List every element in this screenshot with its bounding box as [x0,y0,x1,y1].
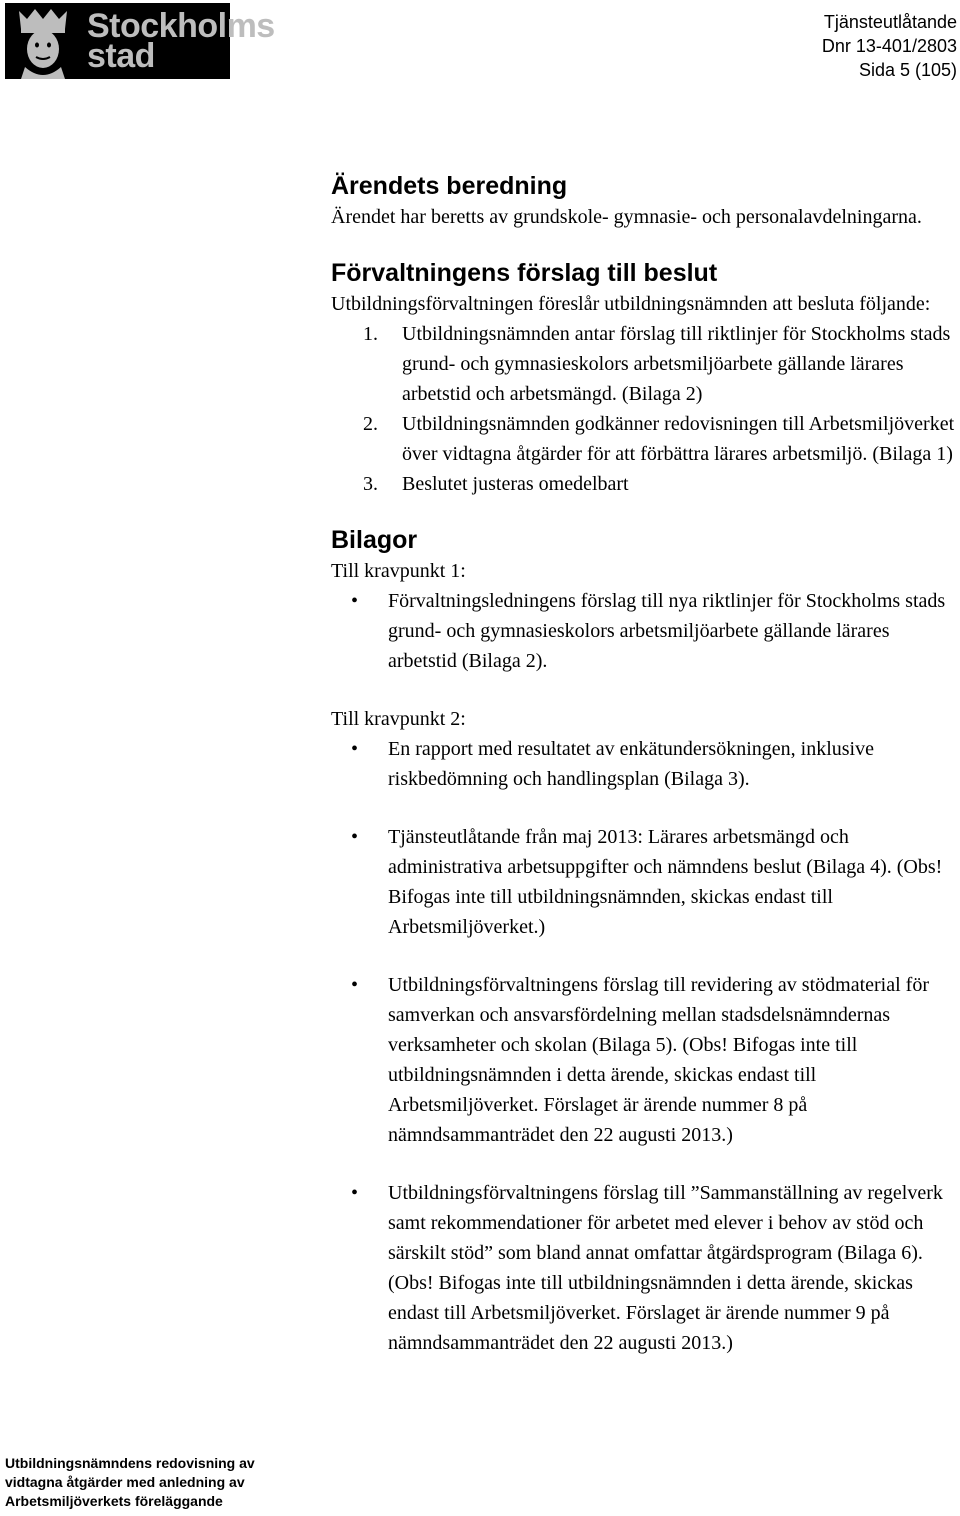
decision-item [331,469,959,499]
bullet-list [331,586,959,676]
section-heading: Bilagor [331,526,418,554]
section-heading: Ärendets beredning [331,172,568,200]
decision-list [331,319,959,499]
list-item [331,586,959,676]
item-number: 3. [363,473,378,495]
item-number: 1. [363,323,378,345]
margin-note: Utbildningsnämndens redovisning av vidtagna åtgärder med anledning av Arbetsmiljöverkets föreläggande [5,1455,255,1509]
list-item [331,822,959,942]
item-text: Beslutet justeras omedelbart [402,473,629,495]
item-text: Utbildningsnämnden godkänner redovisningen till Arbetsmiljöverket över vidtagna åtgärder för att förbättra lärares arbetsmiljö. (Bilaga 1) [402,413,955,465]
section-forslag [331,257,959,499]
diary-number: Dnr 13-401/2803 [821,36,957,56]
bullet-icon: • [351,974,359,996]
document-header [822,10,957,82]
list-item [331,734,959,794]
logo-wordmark: Stockholms stad [87,7,275,75]
item-text: Tjänsteutlåtande från maj 2013: Lärares arbetsmängd och administrativa arbetsuppgifter och nämndens beslut (Bilaga 4). (Obs! Bifogas inte till utbildningsnämnden, skickas endast till Arbetsmiljöverket.) [388,826,943,938]
bullet-icon: • [351,826,359,848]
paragraph: Utbildningsförvaltningen föreslår utbildningsnämnden att besluta följande: [331,293,931,315]
decision-item [331,319,959,409]
bullet-icon: • [351,590,359,612]
item-text: Utbildningsförvaltningens förslag till ”Sammanställning av regelverk samt rekommendationer för arbetet med elever i behov av stöd och särskilt stöd” som bland annat omfattar åtgärdsprogram (Bilaga 6). (Obs! Bifogas inte till utbildningsnämnden i detta ärende, skickas endast till Arbetsmiljöverket. Förslaget är ärende nummer 9 på nämndsammanträdet den 22 augusti 2013.) [388,1182,943,1354]
subheading: Till kravpunkt 1: [331,560,466,582]
item-number: 2. [363,413,378,435]
subheading: Till kravpunkt 2: [331,708,466,730]
item-text: Utbildningsnämnden antar förslag till riktlinjer för Stockholms stads grund- och gymnasieskolors arbetsmiljöarbete gällande lärares arbetstid och arbetsmängd. (Bilaga 2) [402,323,951,405]
section-heading: Förvaltningens förslag till beslut [331,259,718,287]
item-text: Utbildningsförvaltningens förslag till revidering av stödmaterial för samverkan och ansvarsfördelning mellan stadsdelsnämndernas verksamheter och skolan (Bilaga 5). (Obs! Bifogas inte till utbildningsnämnden i detta ärende, skickas endast till Arbetsmiljöverket. Förslaget är ärende nummer 8 på nämndsammanträdet den 22 augusti 2013.) [388,974,929,1146]
section-bilagor [331,524,959,1358]
bullet-list [331,734,959,1358]
document-body [331,170,959,1358]
item-text: En rapport med resultatet av enkätundersökningen, inklusive riskbedömning och handlingsplan (Bilaga 3). [388,738,874,790]
list-item [331,970,959,1150]
bullet-icon: • [351,738,359,760]
section-beredning [331,170,959,232]
paragraph: Ärendet har beretts av grundskole- gymnasie- och personalavdelningarna. [331,206,922,228]
doc-type: Tjänsteutlåtande [823,12,957,32]
bullet-icon: • [351,1182,359,1204]
decision-item [331,409,959,469]
list-item [331,1178,959,1358]
crown-head-emblem-icon [5,3,85,79]
stockholm-logo [5,3,275,79]
page-number: Sida 5 (105) [858,60,957,80]
item-text: Förvaltningsledningens förslag till nya riktlinjer för Stockholms stads grund- och gymnasieskolors arbetsmiljöarbete gällande lärares arbetstid (Bilaga 2). [388,590,946,672]
